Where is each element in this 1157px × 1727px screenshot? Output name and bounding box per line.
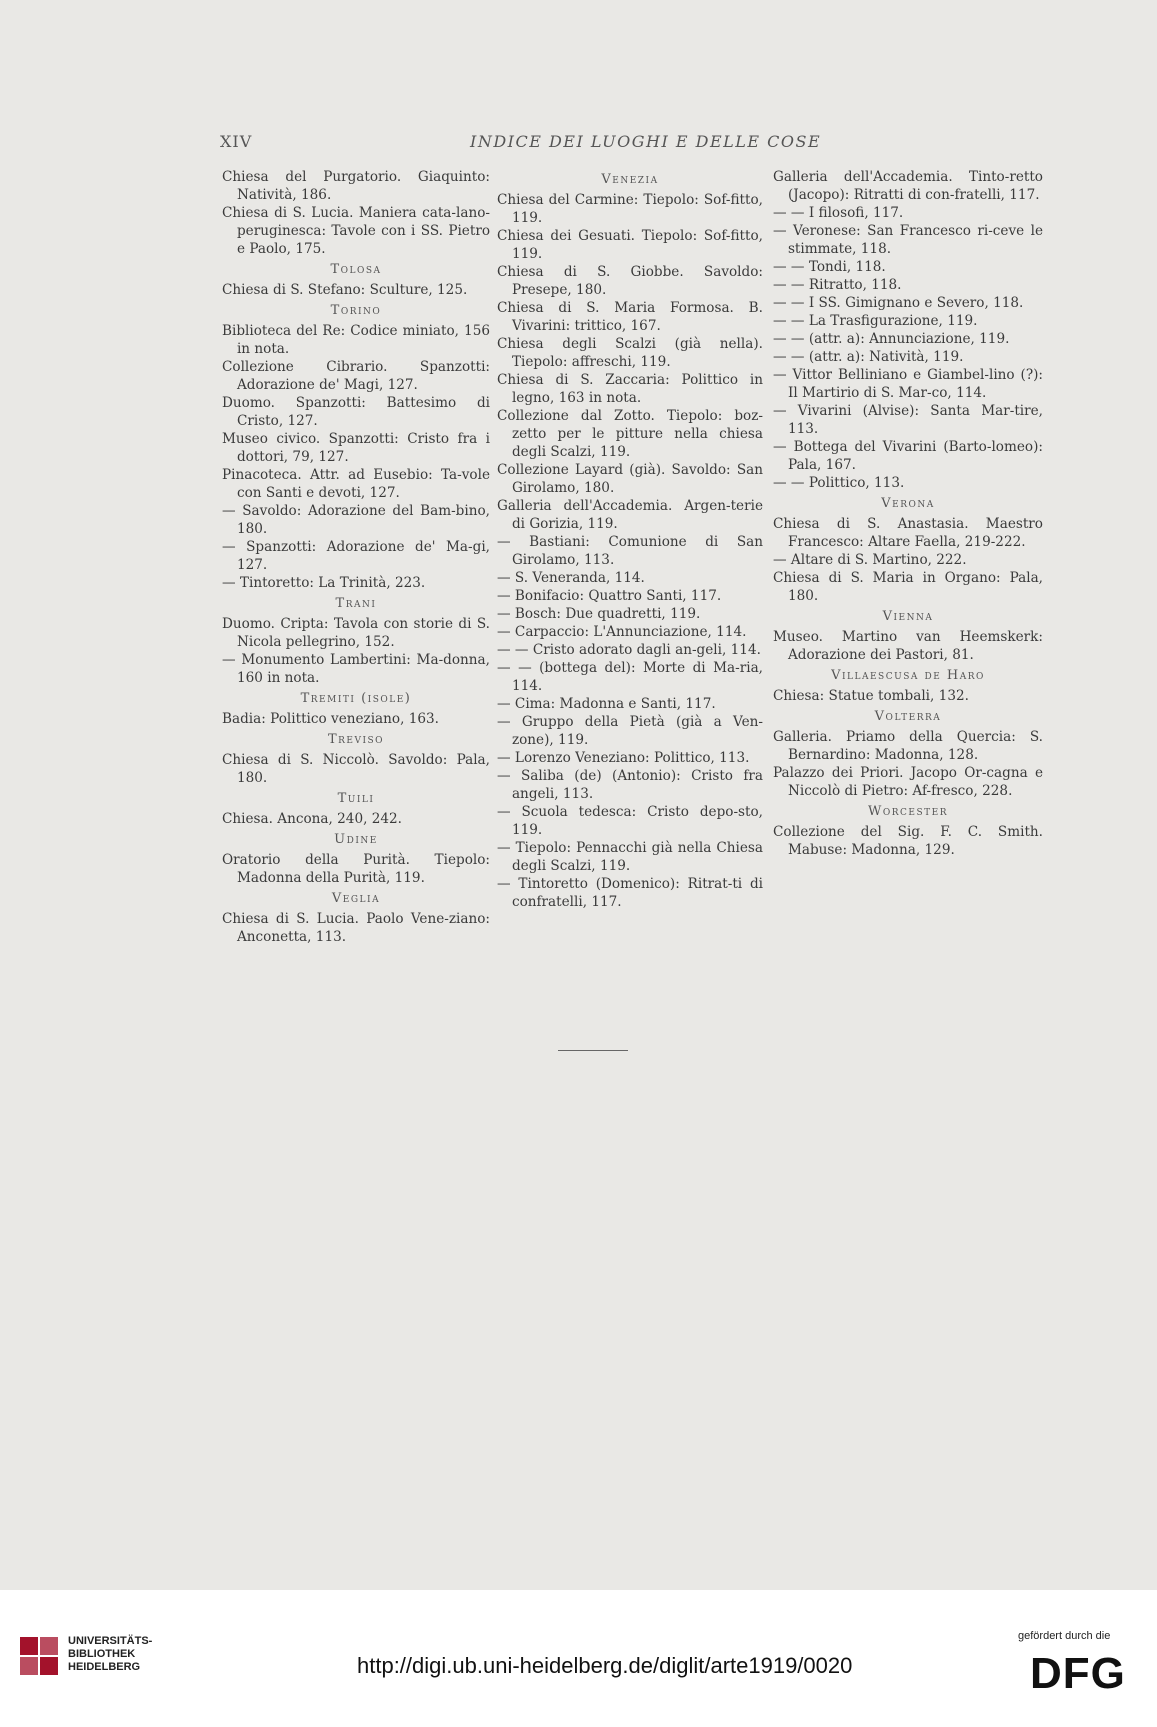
index-entry: Pinacoteca. Attr. ad Eusebio: Ta-vole con Santi e devoti, 127. — [222, 467, 490, 501]
index-entry: — Bosch: Due quadretti, 119. — [497, 606, 701, 622]
place-heading: Torino — [330, 303, 382, 318]
index-entry: — — (bottega del): Morte di Ma-ria, 114. — [497, 660, 763, 694]
index-entry: Chiesa dei Gesuati. Tiepolo: Sof-fitto, 119. — [497, 228, 763, 262]
permalink-url[interactable]: http://digi.ub.uni-heidelberg.de/diglit/arte1919/0020 — [357, 1653, 853, 1678]
index-entry: Chiesa del Purgatorio. Giaquinto: Natività, 186. — [222, 169, 490, 203]
index-entry: — Monumento Lambertini: Ma-donna, 160 in nota. — [222, 652, 490, 686]
place-heading: Villaescusa de Haro — [831, 668, 985, 683]
index-entry: Chiesa del Carmine: Tiepolo: Sof-fitto, 119. — [497, 192, 763, 226]
index-entry: — — Cristo adorato dagli an-geli, 114. — [497, 642, 761, 658]
index-entry: Duomo. Spanzotti: Battesimo di Cristo, 127. — [222, 395, 490, 429]
index-entry: — Gruppo della Pietà (già a Ven-zone), 119. — [497, 714, 763, 748]
library-name-line: UNIVERSITÄTS- — [68, 1635, 153, 1647]
dfg-logo[interactable]: DFG — [1030, 1649, 1126, 1698]
index-entry: — — Polittico, 113. — [773, 475, 905, 491]
index-entry: — — Tondi, 118. — [773, 259, 886, 275]
university-library-seal-icon — [16, 1633, 62, 1679]
place-heading: Veglia — [331, 891, 381, 906]
funding-note: gefördert durch die — [1018, 1630, 1111, 1642]
place-heading: Trani — [335, 596, 377, 611]
library-name-line: BIBLIOTHEK — [68, 1648, 136, 1660]
index-entry: — Veronese: San Francesco ri-ceve le stimmate, 118. — [773, 223, 1043, 257]
index-entry: Chiesa di S. Maria Formosa. B. Vivarini: trittico, 167. — [497, 300, 763, 334]
index-entry: Chiesa di S. Stefano: Sculture, 125. — [222, 282, 468, 298]
index-entry: — S. Veneranda, 114. — [497, 570, 645, 586]
index-entry: Chiesa degli Scalzi (già nella). Tiepolo: affreschi, 119. — [497, 336, 763, 370]
index-entry: Chiesa. Ancona, 240, 242. — [222, 811, 402, 827]
index-entry: Palazzo dei Priori. Jacopo Or-cagna e Niccolò di Pietro: Af-fresco, 228. — [773, 765, 1043, 799]
index-entry: — Spanzotti: Adorazione de' Ma-gi, 127. — [222, 539, 490, 573]
index-entry: — Tintoretto (Domenico): Ritrat-ti di confratelli, 117. — [497, 876, 763, 910]
index-entry: — Bottega del Vivarini (Barto-lomeo): Pala, 167. — [773, 439, 1043, 473]
index-entry: Chiesa: Statue tombali, 132. — [773, 688, 969, 704]
index-entry: Duomo. Cripta: Tavola con storie di S. Nicola pellegrino, 152. — [222, 616, 490, 650]
index-entry: Museo civico. Spanzotti: Cristo fra i dottori, 79, 127. — [222, 431, 490, 465]
index-entry: Collezione Layard (già). Savoldo: San Girolamo, 180. — [497, 462, 763, 496]
index-entry: — — I filosofi, 117. — [773, 205, 904, 221]
index-entry: — Altare di S. Martino, 222. — [773, 552, 967, 568]
index-entry: Chiesa di S. Lucia. Maniera cata-lano-peruginesca: Tavole con i SS. Pietro e Paolo, 175. — [222, 205, 490, 257]
index-entry: — — I SS. Gimignano e Severo, 118. — [773, 295, 1024, 311]
place-heading: Tremiti (isole) — [300, 691, 412, 706]
library-name — [68, 1635, 152, 1674]
index-entry: Chiesa di S. Giobbe. Savoldo: Presepe, 180. — [497, 264, 763, 298]
index-entry: Collezione del Sig. F. C. Smith. Mabuse: Madonna, 129. — [773, 824, 1043, 858]
index-entry: — Scuola tedesca: Cristo depo-sto, 119. — [497, 804, 763, 838]
place-heading: Treviso — [327, 732, 385, 747]
index-entry: — Bastiani: Comunione di San Girolamo, 113. — [497, 534, 763, 568]
place-heading: Venezia — [601, 172, 659, 187]
university-library-logo[interactable] — [16, 1633, 166, 1679]
index-entry: Badia: Polittico veneziano, 163. — [222, 711, 440, 727]
index-entry: Collezione Cibrario. Spanzotti: Adorazione de' Magi, 127. — [222, 359, 490, 393]
index-entry: Chiesa di S. Niccolò. Savoldo: Pala, 180. — [222, 752, 490, 786]
viewer-footer — [0, 1590, 1157, 1727]
index-entry: — — (attr. a): Natività, 119. — [773, 349, 964, 365]
page-header — [220, 132, 1040, 152]
index-entry: Galleria dell'Accademia. Tinto-retto (Jacopo): Ritratti di con-fratelli, 117. — [773, 169, 1043, 203]
index-entry: Galleria dell'Accademia. Argen-terie di Gorizia, 119. — [497, 498, 763, 532]
index-entry: — Cima: Madonna e Santi, 117. — [497, 696, 716, 712]
index-entry: — Tiepolo: Pennacchi già nella Chiesa degli Scalzi, 119. — [497, 840, 763, 874]
library-name-line: HEIDELBERG — [68, 1661, 141, 1673]
index-entry: — Vivarini (Alvise): Santa Mar-tire, 113. — [773, 403, 1043, 437]
index-entry: Chiesa di S. Anastasia. Maestro Francesco: Altare Faella, 219-222. — [773, 516, 1043, 550]
index-entry: Collezione dal Zotto. Tiepolo: boz-zetto per le pitture nella chiesa degli Scalzi, 119. — [497, 408, 763, 460]
index-entry: Biblioteca del Re: Codice miniato, 156 in nota. — [222, 323, 490, 357]
index-entry: Galleria. Priamo della Quercia: S. Bernardino: Madonna, 128. — [773, 729, 1043, 763]
index-entry: Chiesa di S. Maria in Organo: Pala, 180. — [773, 570, 1043, 604]
running-title: INDICE DEI LUOGHI E DELLE COSE — [470, 132, 822, 151]
index-column-1 — [222, 168, 490, 946]
index-entry: — Saliba (de) (Antonio): Cristo fra angeli, 113. — [497, 768, 763, 802]
place-heading: Tolosa — [330, 262, 382, 277]
index-entry: Chiesa di S. Zaccaria: Polittico in legno, 163 in nota. — [497, 372, 763, 406]
index-entry: — Lorenzo Veneziano: Polittico, 113. — [497, 750, 750, 766]
place-heading: Tuili — [337, 791, 375, 806]
place-heading: Vienna — [882, 609, 934, 624]
place-heading: Verona — [881, 496, 935, 511]
end-rule — [558, 1050, 628, 1051]
index-entry: — Vittor Belliniano e Giambel-lino (?): Il Martirio di S. Mar-co, 114. — [773, 367, 1043, 401]
index-column-2 — [497, 168, 763, 911]
place-heading: Worcester — [868, 804, 948, 819]
index-entry: — — Ritratto, 118. — [773, 277, 902, 293]
index-entry: — — (attr. a): Annunciazione, 119. — [773, 331, 1010, 347]
index-entry: — Tintoretto: La Trinità, 223. — [222, 575, 426, 591]
index-entry: — Bonifacio: Quattro Santi, 117. — [497, 588, 722, 604]
place-heading: Udine — [334, 832, 378, 847]
index-column-3 — [773, 168, 1043, 859]
index-entry: Chiesa di S. Lucia. Paolo Vene-ziano: Anconetta, 113. — [222, 911, 490, 945]
index-entry: Museo. Martino van Heemskerk: Adorazione dei Pastori, 81. — [773, 629, 1043, 663]
index-entry: Oratorio della Purità. Tiepolo: Madonna della Purità, 119. — [222, 852, 490, 886]
index-entry: — Carpaccio: L'Annunciazione, 114. — [497, 624, 747, 640]
index-entry: — Savoldo: Adorazione del Bam-bino, 180. — [222, 503, 490, 537]
page-number: XIV — [220, 132, 253, 151]
index-entry: — — La Trasfigurazione, 119. — [773, 313, 978, 329]
place-heading: Volterra — [874, 709, 942, 724]
